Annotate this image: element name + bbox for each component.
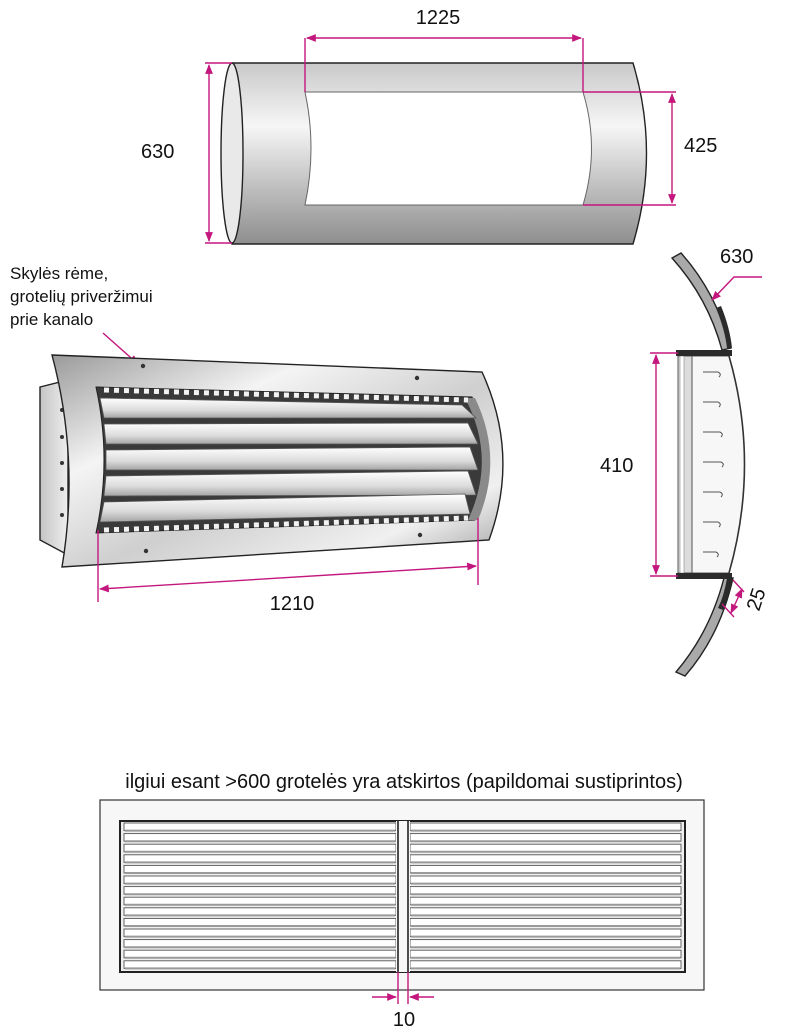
louvre-blade: [410, 929, 681, 937]
louvre-blade: [124, 855, 396, 863]
gap-width-label: 10: [392, 1009, 416, 1031]
louvre-blade: [124, 950, 396, 958]
frame-holes-note-line-3: prie kanalo: [10, 310, 94, 329]
louvre-blade: [410, 940, 681, 948]
louvre-blade: [410, 961, 681, 969]
louvre-blade: [410, 834, 681, 842]
louvre-blade: [124, 865, 396, 873]
louvre-blade: [410, 823, 681, 831]
louvre-blade: [124, 908, 396, 916]
split-grille-caption: ilgiui esant >600 grotelės yra atskirtos (papildomai sustiprintos): [125, 771, 683, 793]
louvre-blade: [410, 908, 681, 916]
frame-holes-note-line-2: grotelių priveržimui: [10, 287, 153, 306]
louvre-blade: [124, 823, 396, 831]
louvre-blade: [124, 929, 396, 937]
louvre-blade: [410, 918, 681, 926]
grille-length-label: 1210: [269, 593, 315, 615]
louvre-blade: [124, 961, 396, 969]
profile-depth-label: 25: [742, 585, 771, 614]
louvre-blade: [124, 940, 396, 948]
profile-height-label: 410: [600, 455, 634, 477]
duct-opening: [305, 92, 592, 205]
duct-end-cap: [221, 63, 243, 243]
duct-width-label: 1225: [415, 7, 461, 29]
grille-front-view: [10, 264, 503, 615]
split-grille-view: [100, 771, 704, 1031]
louvre-blade: [124, 834, 396, 842]
frame-holes-note-line-1: Skylės rėme,: [10, 264, 109, 283]
arc-radius-label: 630: [720, 246, 754, 268]
louvre-blade: [124, 918, 396, 926]
louvre-blade: [124, 876, 396, 884]
opening-height-label: 425: [684, 135, 718, 157]
louvre-blade: [410, 887, 681, 895]
louvre-blade: [410, 950, 681, 958]
duct-top-view: [141, 7, 717, 244]
grille-side-view: [600, 246, 771, 676]
louvre-blade: [124, 887, 396, 895]
louvre-blade: [410, 897, 681, 905]
louvre-blade: [410, 865, 681, 873]
duct-height-label: 630: [141, 141, 175, 163]
louvre-blade: [410, 844, 681, 852]
louvre-blade: [124, 844, 396, 852]
louvre-blade: [124, 897, 396, 905]
louvre-blade: [410, 855, 681, 863]
louvre-blade: [410, 876, 681, 884]
